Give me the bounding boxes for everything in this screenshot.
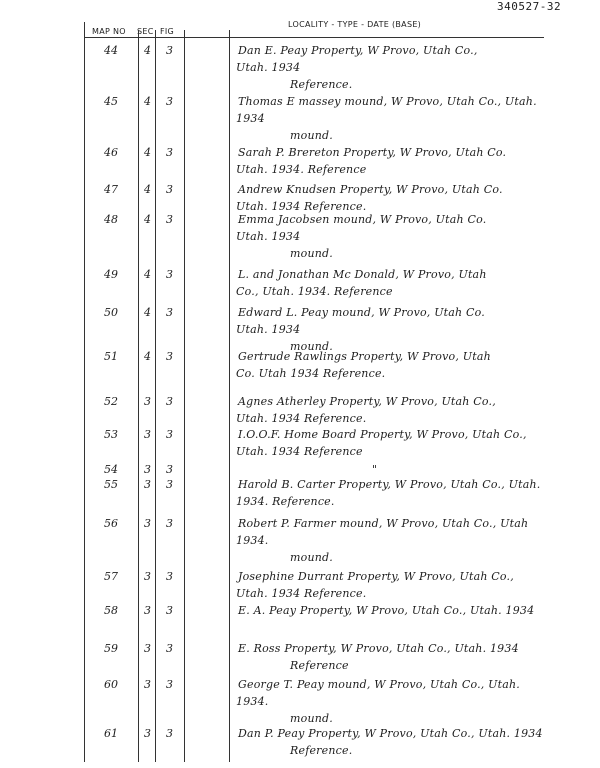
sec-cell: 3 xyxy=(144,570,151,583)
sec-cell: 4 xyxy=(144,268,151,281)
locality-line: 1934. Reference. xyxy=(236,495,335,508)
locality-line: Utah. 1934 xyxy=(236,323,301,336)
map-no-cell: 47 xyxy=(104,183,118,196)
locality-line: L. and Jonathan Mc Donald, W Provo, Utah xyxy=(238,268,487,281)
fig-cell: 3 xyxy=(166,213,173,226)
locality-line: Gertrude Rawlings Property, W Provo, Utah xyxy=(238,350,491,363)
sec-cell: 4 xyxy=(144,306,151,319)
sec-cell: 3 xyxy=(144,395,151,408)
header-sec: SEC xyxy=(137,27,154,36)
locality-line: Reference. xyxy=(290,744,353,757)
map-no-cell: 57 xyxy=(104,570,118,583)
locality-line: E. A. Peay Property, W Provo, Utah Co., Utah. 1934 xyxy=(238,604,535,617)
fig-cell: 3 xyxy=(166,183,173,196)
map-no-cell: 53 xyxy=(104,428,118,441)
locality-line: 1934. xyxy=(236,695,269,708)
map-no-cell: 60 xyxy=(104,678,118,691)
column-rule-sec xyxy=(138,30,139,762)
map-no-cell: 51 xyxy=(104,350,118,363)
fig-cell: 3 xyxy=(166,395,173,408)
locality-line: Reference xyxy=(290,659,349,672)
fig-cell: 3 xyxy=(166,570,173,583)
column-rule-locality xyxy=(229,30,230,762)
locality-line: mound. xyxy=(290,129,333,142)
sec-cell: 3 xyxy=(144,517,151,530)
locality-line: Edward L. Peay mound, W Provo, Utah Co. xyxy=(238,306,485,319)
map-no-cell: 61 xyxy=(104,727,118,740)
locality-line: Dan P. Peay Property, W Provo, Utah Co., Utah. 1934 xyxy=(238,727,543,740)
locality-line: Dan E. Peay Property, W Provo, Utah Co., xyxy=(238,44,478,57)
locality-line: Reference. xyxy=(290,78,353,91)
column-rule-left xyxy=(84,22,85,762)
map-no-cell: 48 xyxy=(104,213,118,226)
map-no-cell: 46 xyxy=(104,146,118,159)
map-no-cell: 49 xyxy=(104,268,118,281)
map-no-cell: 58 xyxy=(104,604,118,617)
locality-line: Sarah P. Brereton Property, W Provo, Utah Co. xyxy=(238,146,507,159)
sec-cell: 3 xyxy=(144,642,151,655)
locality-line: E. Ross Property, W Provo, Utah Co., Utah. 1934 xyxy=(238,642,519,655)
fig-cell: 3 xyxy=(166,463,173,476)
sec-cell: 3 xyxy=(144,478,151,491)
map-no-cell: 59 xyxy=(104,642,118,655)
document-number: 340527-32 xyxy=(497,0,562,13)
locality-line: mound. xyxy=(290,340,333,353)
fig-cell: 3 xyxy=(166,642,173,655)
header-locality: LOCALITY - TYPE - DATE (BASE) xyxy=(288,20,422,29)
locality-line: Co., Utah. 1934. Reference xyxy=(236,285,393,298)
map-no-cell: 50 xyxy=(104,306,118,319)
locality-line: mound. xyxy=(290,247,333,260)
fig-cell: 3 xyxy=(166,146,173,159)
locality-line: George T. Peay mound, W Provo, Utah Co., Utah. xyxy=(238,678,520,691)
sec-cell: 4 xyxy=(144,146,151,159)
fig-cell: 3 xyxy=(166,678,173,691)
locality-line: Utah. 1934 Reference. xyxy=(236,200,367,213)
locality-line: mound. xyxy=(290,712,333,725)
fig-cell: 3 xyxy=(166,95,173,108)
fig-cell: 3 xyxy=(166,727,173,740)
locality-line: Utah. 1934 Reference. xyxy=(236,412,367,425)
fig-cell: 3 xyxy=(166,604,173,617)
fig-cell: 3 xyxy=(166,428,173,441)
locality-line: Andrew Knudsen Property, W Provo, Utah Co. xyxy=(238,183,503,196)
fig-cell: 3 xyxy=(166,306,173,319)
locality-line: 1934. xyxy=(236,534,269,547)
fig-cell: 3 xyxy=(166,268,173,281)
header-rule xyxy=(84,37,544,38)
locality-line: " xyxy=(372,463,378,476)
sec-cell: 3 xyxy=(144,428,151,441)
map-no-cell: 56 xyxy=(104,517,118,530)
locality-line: Agnes Atherley Property, W Provo, Utah Co., xyxy=(238,395,496,408)
locality-line: Utah. 1934 xyxy=(236,61,301,74)
map-no-cell: 55 xyxy=(104,478,118,491)
fig-cell: 3 xyxy=(166,350,173,363)
locality-line: Robert P. Farmer mound, W Provo, Utah Co., Utah xyxy=(238,517,529,530)
locality-line: mound. xyxy=(290,551,333,564)
locality-line: Utah. 1934 Reference. xyxy=(236,587,367,600)
locality-line: I.O.O.F. Home Board Property, W Provo, Utah Co., xyxy=(238,428,527,441)
sec-cell: 3 xyxy=(144,463,151,476)
locality-line: Utah. 1934. Reference xyxy=(236,163,367,176)
column-rule-fig-right xyxy=(184,30,185,762)
sec-cell: 4 xyxy=(144,213,151,226)
locality-line: Co. Utah 1934 Reference. xyxy=(236,367,386,380)
fig-cell: 3 xyxy=(166,517,173,530)
map-no-cell: 44 xyxy=(104,44,118,57)
column-rule-fig xyxy=(155,30,156,762)
locality-line: 1934 xyxy=(236,112,265,125)
sec-cell: 3 xyxy=(144,604,151,617)
map-no-cell: 54 xyxy=(104,463,118,476)
fig-cell: 3 xyxy=(166,478,173,491)
map-no-cell: 45 xyxy=(104,95,118,108)
sec-cell: 3 xyxy=(144,727,151,740)
sec-cell: 3 xyxy=(144,678,151,691)
map-no-cell: 52 xyxy=(104,395,118,408)
locality-line: Utah. 1934 Reference xyxy=(236,445,363,458)
locality-line: Harold B. Carter Property, W Provo, Utah Co., Utah. xyxy=(238,478,541,491)
fig-cell: 3 xyxy=(166,44,173,57)
header-map-no: MAP NO xyxy=(92,27,126,36)
sec-cell: 4 xyxy=(144,44,151,57)
locality-line: Emma Jacobsen mound, W Provo, Utah Co. xyxy=(238,213,487,226)
locality-line: Josephine Durrant Property, W Provo, Utah Co., xyxy=(238,570,514,583)
locality-line: Utah. 1934 xyxy=(236,230,301,243)
sec-cell: 4 xyxy=(144,95,151,108)
header-fig: FIG xyxy=(160,27,175,36)
sec-cell: 4 xyxy=(144,183,151,196)
locality-line: Thomas E massey mound, W Provo, Utah Co., Utah. xyxy=(238,95,537,108)
sec-cell: 4 xyxy=(144,350,151,363)
